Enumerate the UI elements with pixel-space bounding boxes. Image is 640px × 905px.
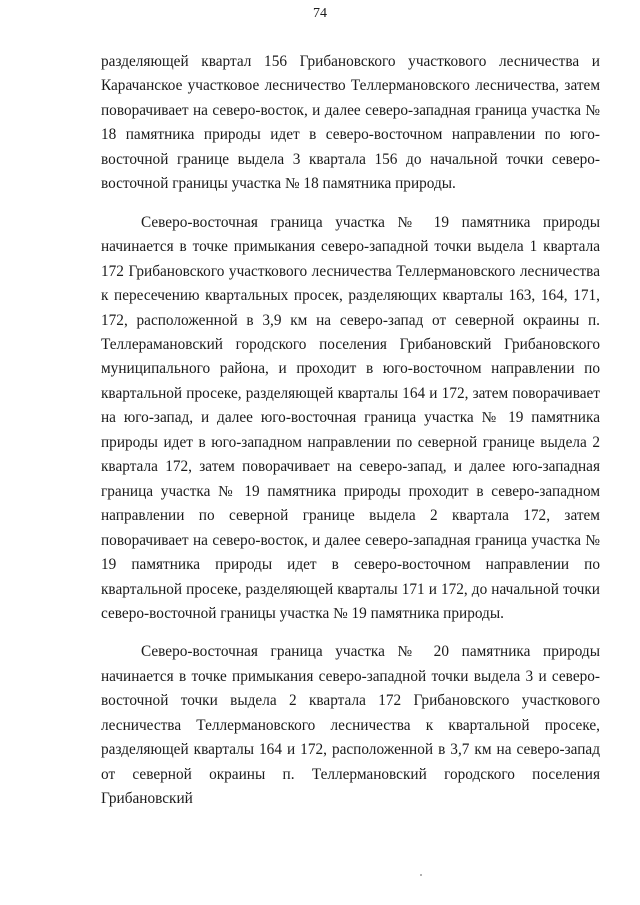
scan-speck — [420, 874, 422, 876]
document-body — [101, 50, 600, 812]
paragraph-continuation: разделяющей квартал 156 Грибановского участкового лесничества и Карачанское участковое лесничество Теллермановского лесничества, затем поворачивает на северо-восток, и далее северо-западная граница участка № 18 памятника природы идет в северо-восточном направлении по юго-восточной границе выдела 3 квартала 156 до начальной точки северо-восточной границы участка № 18 памятника природы. — [101, 53, 600, 193]
paragraph-site-19: Северо-восточная граница участка № 19 памятника природы начинается в точке примыкания северо-западной точки выдела 1 квартала 172 Грибановского участкового лесничества Теллермановского лесничества к пересечению квартальных просек, разделяющих кварталы 163, 164, 171, 172, расположенной в 3,9 км на северо-запад от северной окраины п. Теллерамановский городского поселения Грибановский Грибановского муниципального района, и проходит в юго-восточном направлении по квартальной просеке, разделяющей кварталы 164 и 172, затем поворачивает на юго-запад, и далее юго-восточная граница участка № 19 памятника природы идет в юго-западном направлении по северной границе выдела 2 квартала 172, затем поворачивает на северо-запад, и далее юго-западная граница участка № 19 памятника природы проходит в северо-западном направлении по северной границе выдела 2 квартала 172, затем поворачивает на северо-восток, и далее северо-западная граница участка № 19 памятника природы идет в северо-восточном направлении по квартальной просеке, разделяющей кварталы 171 и 172, до начальной точки северо-восточной границы участка № 19 памятника природы. — [101, 213, 600, 622]
paragraph-site-20: Северо-восточная граница участка № 20 памятника природы начинается в точке примыкания северо-западной точки выдела 3 и северо-восточной точки выдела 2 квартала 172 Грибановского участкового лесничества Теллермановского лесничества к квартальной просеке, разделяющей кварталы 164 и 172, расположенной в 3,7 км на северо-запад от северной окраины п. Теллермановский городского поселения Грибановский — [101, 643, 600, 808]
page-number: 74 — [313, 6, 327, 21]
